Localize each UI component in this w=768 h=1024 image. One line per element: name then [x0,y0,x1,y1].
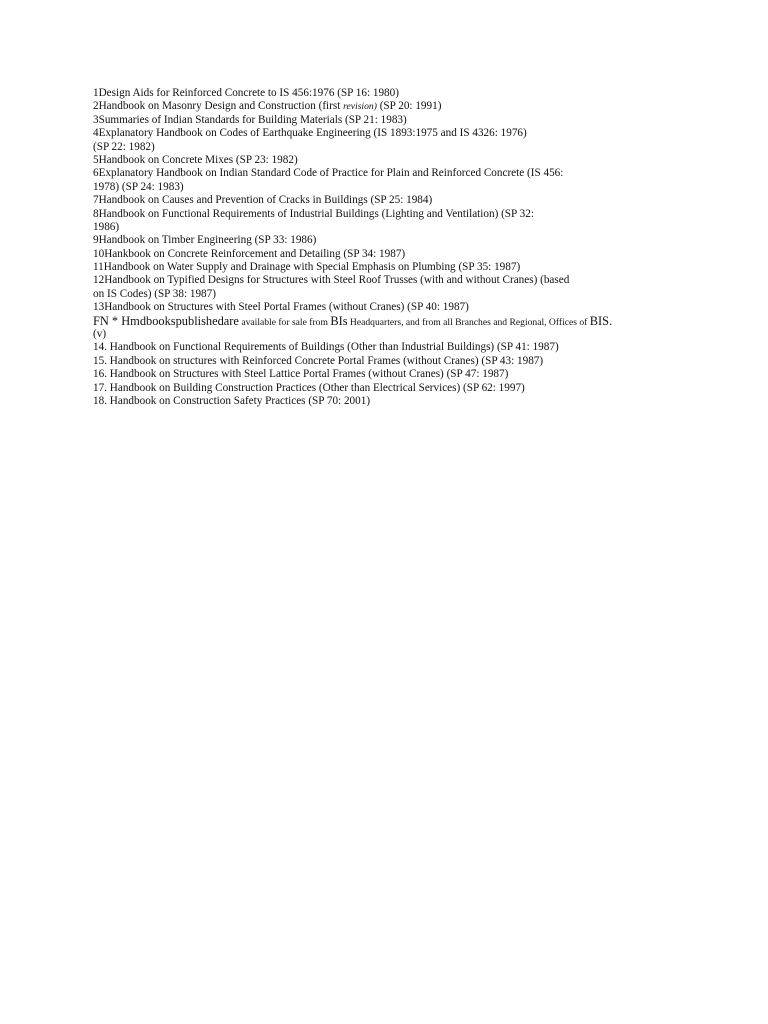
page-number: (v) [93,328,107,341]
list-line: 5Handbook on Concrete Mixes (SP 23: 1982) [93,153,298,166]
handbook-list [93,87,673,408]
list-line-tail: (SP 20: 1991) [376,100,442,113]
list-line-text: 2Handbook on Masonry Design and Construction (first [93,100,344,113]
list-line: 4Explanatory Handbook on Codes of Earthquake Engineering (IS 1893:1975 and IS 4326: 1976) [93,127,527,140]
list-line: on IS Codes) (SP 38: 1987) [93,287,216,300]
list-line: 1Design Aids for Reinforced Concrete to IS 456:1976 (SP 16: 1980) [93,87,399,99]
list-line: 16. Handbook on Structures with Steel Lattice Portal Frames (without Cranes) (SP 47: 1987) [93,368,509,381]
list-line: 11Handbook on Water Supply and Drainage with Special Emphasis on Plumbing (SP 35: 1987) [93,261,521,274]
list-line: 7Handbook on Causes and Prevention of Cracks in Buildings (SP 25: 1984) [93,194,433,207]
list-line: 14. Handbook on Functional Requirements of Buildings (Other than Industrial Buildings) (SP 41: 1987) [93,341,559,354]
footnote-bis: BIs [330,313,348,328]
list-line: 13Handbook on Structures with Steel Portal Frames (without Cranes) (SP 40: 1987) [93,301,469,314]
list-line: 1978) (SP 24: 1983) [93,180,184,193]
list-line: 9Handbook on Timber Engineering (SP 33: 1986) [93,234,317,247]
list-line: 12Handbook on Typified Designs for Structures with Steel Roof Trusses (with and without Cranes) (based [93,274,570,287]
list-line: 15. Handbook on structures with Reinforced Concrete Portal Frames (without Cranes) (SP 43: 1987) [93,354,544,367]
list-line: 8Handbook on Functional Requirements of Industrial Buildings (Lighting and Ventilation) (SP 32: [93,207,534,220]
list-line [93,100,673,113]
footnote-text: Headquarters, and from all Branches and Regional, Offices of [347,316,590,328]
list-line: 6Explanatory Handbook on Indian Standard Code of Practice for Plain and Reinforced Concrete (IS 456: [93,167,564,180]
list-line: 1986) [93,220,120,233]
list-line: 17. Handbook on Building Construction Practices (Other than Electrical Services) (SP 62: 1997) [93,381,525,394]
footnote-bis: BIS. [589,313,613,328]
list-line: (SP 22: 1982) [93,140,155,153]
footnote-text: available for sale from [238,316,331,328]
revision-word: revision) [343,101,377,113]
list-line: 10Hankbook on Concrete Reinforcement and Detailing (SP 34: 1987) [93,247,406,260]
footnote-lead: FN * Hmdbookspublishedare [93,313,239,328]
list-line: 18. Handbook on Construction Safety Practices (SP 70: 2001) [93,394,371,407]
footnote [93,315,673,328]
list-line: 3Summaries of Indian Standards for Building Materials (SP 21: 1983) [93,113,407,126]
